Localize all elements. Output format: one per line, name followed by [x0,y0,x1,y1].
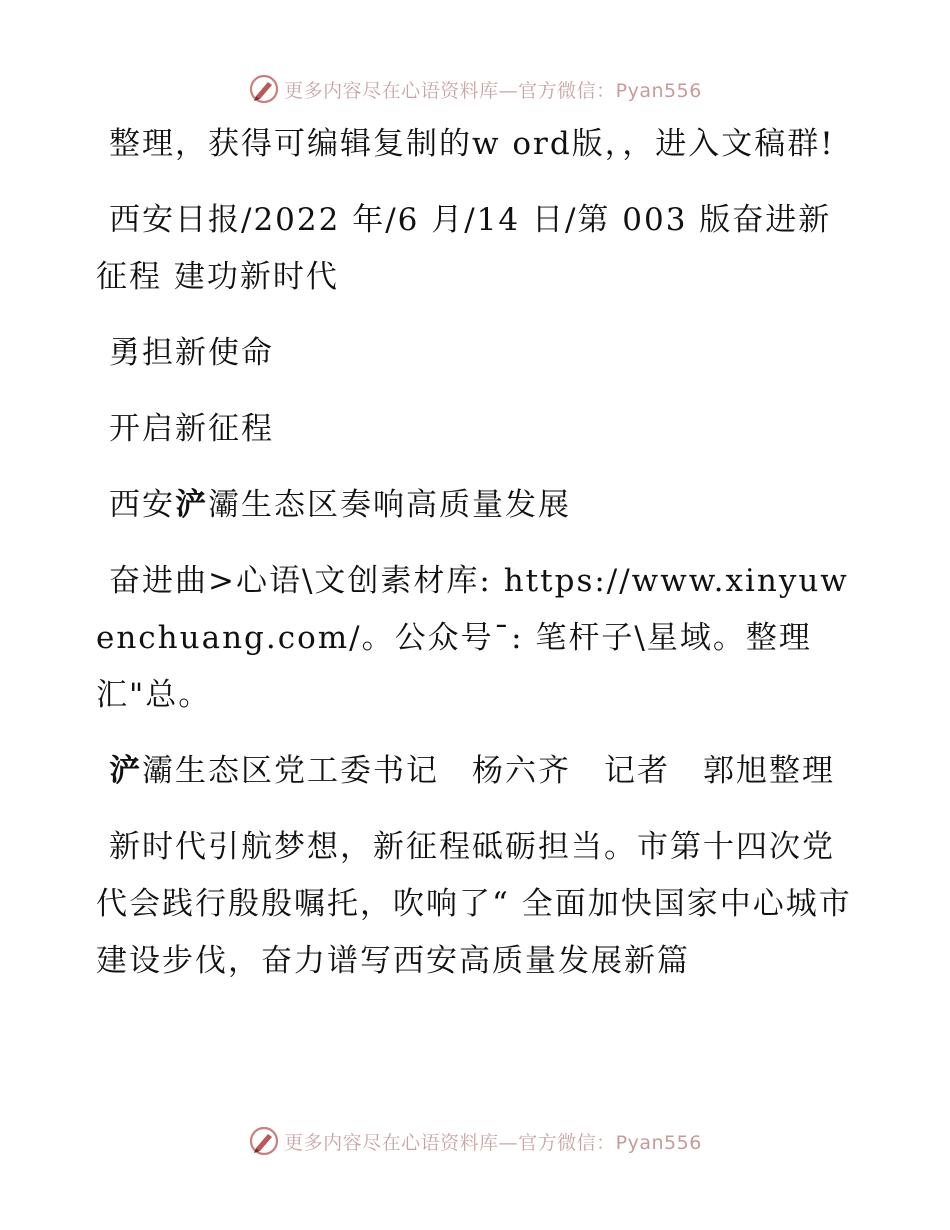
paragraph: 西安浐灞生态区奏响高质量发展 [109,487,571,523]
footer-banner [0,1121,950,1161]
header-banner [0,69,950,109]
pen-circle-logo-icon [248,73,280,105]
document-body [96,116,856,1009]
paragraph: 勇担新使命 [109,335,274,371]
pen-circle-logo-icon [248,1125,280,1157]
banner-text: 更多内容尽在心语资料库—官方微信：Pyan556 [284,79,702,102]
paragraph: 浐灞生态区党工委书记 杨六齐 记者 郭旭整理 [109,753,835,789]
paragraph: 整理，获得可编辑复制的w ord版，，进入文稿群! [109,126,835,162]
banner-brand: Pyan556 [615,79,702,102]
paragraph: 奋进曲>心语\文创素材库: https://www.xinyuwenchuang.com/。公众号¯: 笔杆子\星域。整理汇"总。 [96,563,849,713]
paragraph: 新时代引航梦想，新征程砥砺担当。市第十四次党代会践行殷殷嘱托，吹响了“ 全面加快国家中心城市建设步伐，奋力谱写西安高质量发展新篇 [96,829,852,979]
paragraph: 开启新征程 [109,411,274,447]
paragraph: 西安日报/2022 年/6 月/14 日/第 003 版奋进新征程 建功新时代 [96,202,832,295]
banner-text: 更多内容尽在心语资料库—官方微信：Pyan556 [284,1131,702,1154]
banner-brand: Pyan556 [615,1131,702,1154]
